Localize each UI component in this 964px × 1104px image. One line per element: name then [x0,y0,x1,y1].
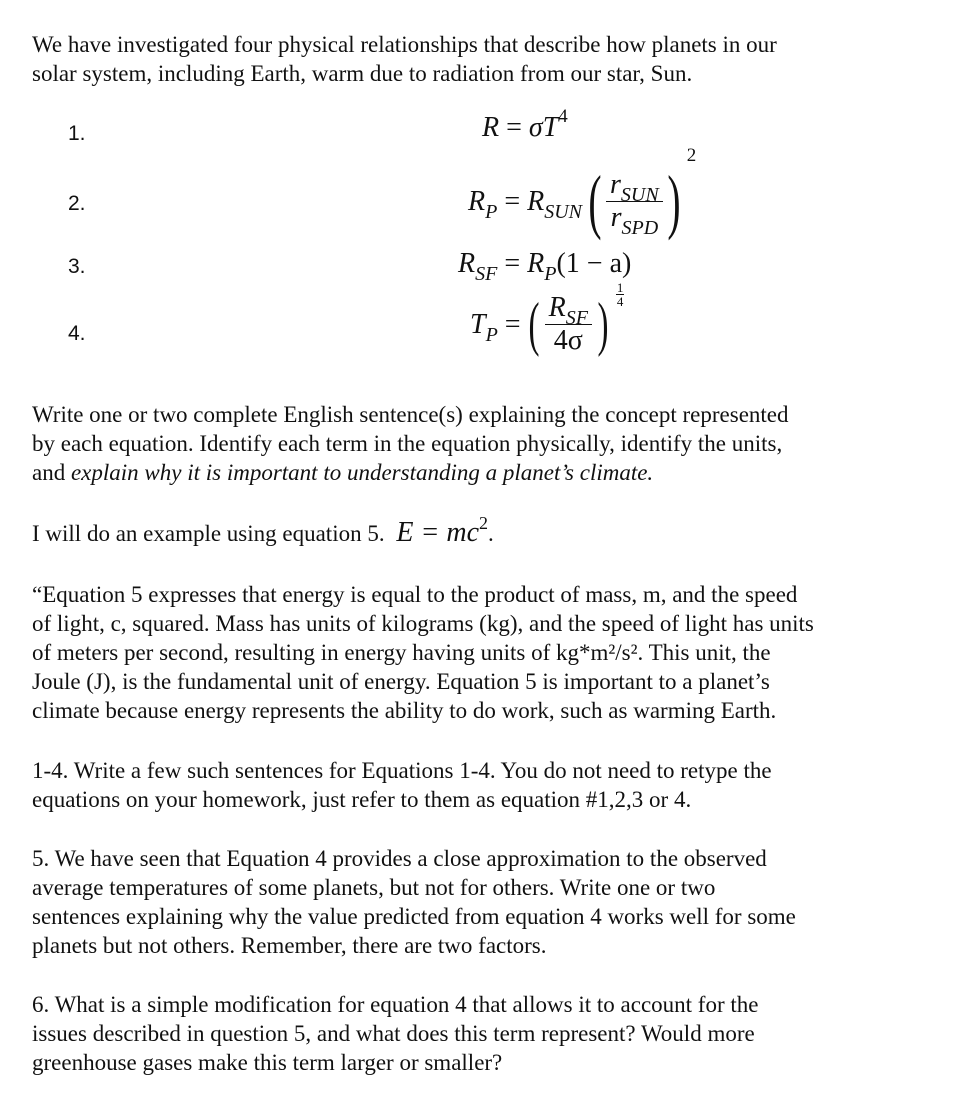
question-5 [32,844,932,960]
question-5-line: sentences explaining why the value predicted from equation 4 works well for some [32,904,796,929]
eq2-right-paren: ) [667,161,681,241]
eq2-num-sub: SUN [620,184,659,206]
eq4-right-paren: ) [597,291,609,357]
equation-4: $T_P$ = ( $\frac{R_{SF}}{4\sigma}$ ) $\frac{1}{4}$ [470,280,624,357]
eq2-num: r [610,169,621,200]
example-intro-text: I will do an example using equation 5. [32,521,385,546]
example-quote-line: of light, c, squared. Mass has units of kilograms (kg), and the speed of light has units [32,611,814,636]
equation-number-1: 1. [68,122,86,145]
eq4-num: R [548,292,566,323]
question-1-4 [32,756,932,814]
example-quote-line: “Equation 5 expresses that energy is equal to the product of mass, m, and the speed [32,582,798,607]
instructions-line-3-emphasis: explain why it is important to understanding a planet’s climate. [70,460,654,485]
example-quote-line: climate because energy represents the ability to do work, such as warming Earth. [32,698,777,723]
question-1-4-line: 1-4. Write a few such sentences for Equations 1-4. You do not need to retype the [32,758,772,783]
example-formula: E = mc [396,517,479,548]
question-5-line: average temperatures of some planets, but not for others. Write one or two [32,875,716,900]
eq4-fraction [545,292,592,357]
example-formula-exponent: 2 [479,513,488,533]
eq2-den: r [610,202,622,233]
eq3-lhs-sub: SF [475,263,498,285]
equation-number-3: 3. [68,255,86,278]
eq2-exponent: 2 [686,144,697,166]
eq4-num-sub: SF [565,307,588,329]
eq1-rhs: σT [528,112,559,143]
example-quote-paragraph [32,580,932,725]
question-5-line: planets but not others. Remember, there are two factors. [32,933,547,958]
equation-1: $R = \sigma T^4$ [482,106,568,143]
eq2-lhs: R [468,185,486,217]
eq2-lhs-sub: P [485,200,498,223]
eq4-lhs: T [470,308,486,340]
eq3-rhs: R [527,248,545,279]
eq1-lhs: R [482,112,500,143]
question-6-line: greenhouse gases make this term larger or smaller? [32,1050,503,1075]
example-quote-line: Joule (J), is the fundamental unit of energy. Equation 5 is important to a planet’s [32,669,770,694]
eq4-exponent [616,281,625,308]
instructions-line-1: Write one or two complete English sentence(s) explaining the concept represented [32,402,789,427]
eq2-rhs-sub: SUN [544,200,583,223]
instructions-line-3 [32,458,932,487]
question-6-line: 6. What is a simple modification for equation 4 that allows it to account for the [32,992,759,1017]
question-1-4-line: equations on your homework, just refer to them as equation #1,2,3 or 4. [32,787,692,812]
eq2-left-paren: ( [588,161,602,241]
example-quote-line: of meters per second, resulting in energy having units of kg*m²/s². This unit, the [32,640,771,665]
instructions-line-2: by each equation. Identify each term in the equation physically, identify the units, [32,431,783,456]
eq4-den: 4σ [553,325,583,356]
intro-line-1: We have investigated four physical relationships that describe how planets in our [32,32,777,57]
eq3-tail: (1 − a) [556,248,632,279]
eq3-lhs: R [458,248,476,279]
intro-paragraph [32,30,932,88]
eq4-exp-num: 1 [616,280,624,295]
equation-number-2: 2. [68,192,86,215]
eq1-exponent: 4 [558,106,568,127]
example-intro [32,513,932,550]
instructions-line-3-pre: and [32,460,71,485]
eq3-rhs-sub: P [544,263,557,285]
equation-3: $R_{SF} = R_P(1 - a)$ [458,248,632,285]
instructions-paragraph [32,400,932,487]
eq2-fraction [606,169,663,239]
eq4-left-paren: ( [528,291,540,357]
intro-line-2: solar system, including Earth, warm due to radiation from our star, Sun. [32,61,693,86]
question-5-line: 5. We have seen that Equation 4 provides a close approximation to the observed [32,846,767,871]
eq2-rhs: R [527,185,545,217]
eq4-lhs-sub: P [485,323,498,346]
question-6-line: issues described in question 5, and what does this term represent? Would more [32,1021,755,1046]
example-intro-end: . [488,521,494,546]
eq2-den-sub: SPD [621,217,659,239]
equation-number-4: 4. [68,322,86,345]
eq4-exp-den: 4 [616,294,624,309]
equation-2: $R_P = R_{SUN}$ ( $\frac{r_{SUN}}{r_{SPD}}$ ) $^2$ [468,144,697,241]
question-6 [32,990,932,1077]
